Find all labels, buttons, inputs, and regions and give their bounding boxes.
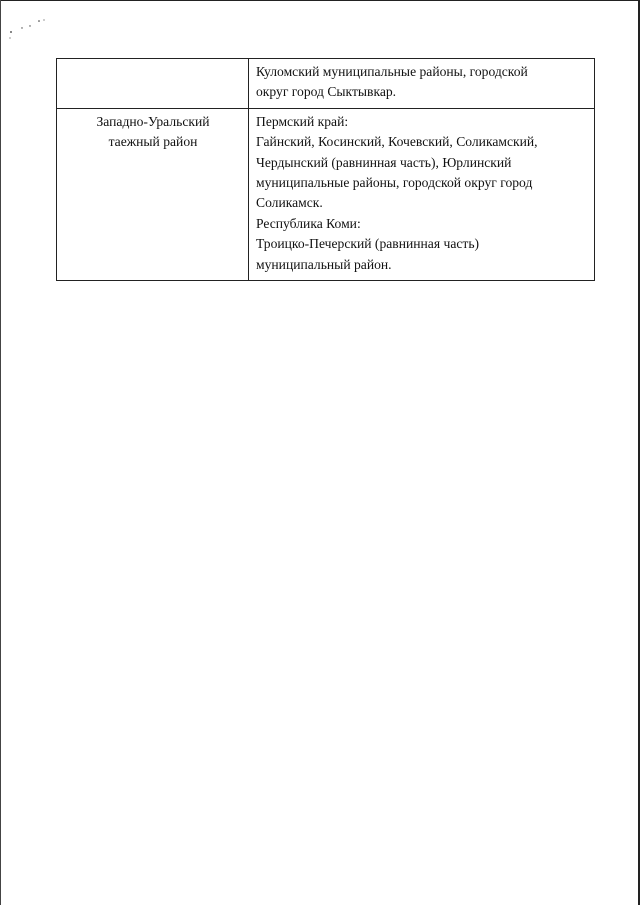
areas-line: Троицко-Печерский (равнинная часть)	[256, 236, 480, 252]
areas-line: Чердынский (равнинная часть), Юрлинский	[256, 154, 512, 170]
zone-line: Западно-Уральский	[96, 113, 210, 129]
scan-edge-left	[0, 0, 1, 905]
table-row	[57, 59, 595, 109]
scan-specks	[8, 12, 58, 42]
areas-line: округ город Сыктывкар.	[256, 84, 397, 100]
regions-table	[56, 58, 595, 281]
areas-line: Пермский край:	[256, 113, 349, 129]
zone-line: таежный район	[108, 134, 198, 150]
zone-cell	[57, 59, 249, 109]
zone-cell	[57, 108, 249, 280]
areas-line: Гайнский, Косинский, Кочевский, Соликамский,	[256, 134, 538, 150]
areas-line: муниципальный район.	[256, 256, 392, 272]
areas-line: муниципальные районы, городской округ город	[256, 175, 533, 191]
areas-cell	[249, 59, 595, 109]
areas-line: Республика Коми:	[256, 215, 361, 231]
table-row	[57, 108, 595, 280]
areas-line: Куломский муниципальные районы, городской	[256, 64, 528, 79]
areas-cell	[249, 108, 595, 280]
areas-line: Соликамск.	[256, 195, 323, 211]
scan-edge-top	[0, 0, 640, 1]
